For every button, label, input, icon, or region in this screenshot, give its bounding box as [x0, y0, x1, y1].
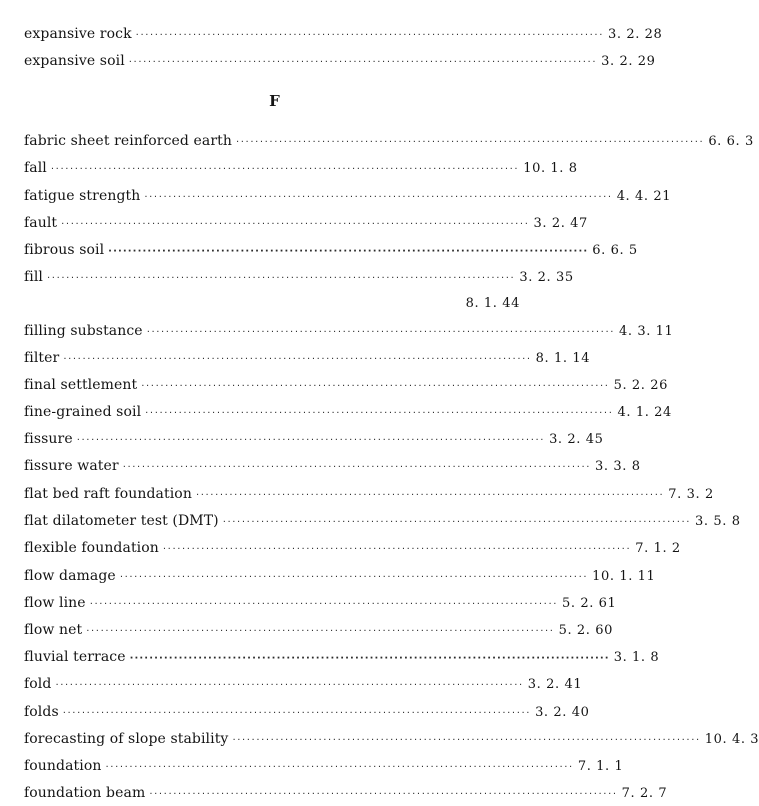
entry-reference: 10. 1. 8	[523, 161, 578, 176]
entry-reference: 7. 2. 7	[621, 786, 668, 801]
dot-leader: ··································································································	[128, 57, 598, 68]
dot-leader: ··································································································	[89, 599, 559, 610]
entry-term: final settlement	[24, 377, 138, 393]
index-entry	[24, 239, 638, 261]
dot-leader: ··································································································	[235, 137, 705, 148]
entry-reference: 3. 2. 40	[535, 705, 590, 720]
entry-reference: 8. 1. 14	[535, 351, 591, 366]
dot-leader: ··································································································	[141, 381, 610, 392]
dot-leader: ··································································································	[86, 626, 555, 637]
entry-term: expansive rock	[24, 26, 132, 42]
entry-reference: 5. 2. 26	[613, 378, 668, 393]
index-entry	[24, 592, 617, 614]
entry-term: forecasting of slope stability	[24, 731, 229, 747]
entry-reference: 3. 2. 28	[608, 27, 663, 42]
index-entry	[24, 728, 759, 750]
entry-term: fabric sheet reinforced earth	[24, 133, 232, 149]
dot-leader: ··································································································	[55, 680, 524, 691]
dot-leader: ··································································································	[144, 192, 613, 203]
dot-leader: ··································································································	[129, 653, 610, 664]
entry-term: foundation beam	[24, 785, 146, 801]
entry-reference: 3. 5. 8	[695, 514, 741, 529]
entry-term: fold	[24, 676, 52, 692]
dot-leader: ··································································································	[195, 490, 665, 501]
entry-term: fine-grained soil	[24, 404, 142, 420]
entry-term: fissure	[24, 431, 73, 447]
entry-term: flow damage	[24, 568, 116, 584]
index-entry	[24, 50, 656, 72]
dot-leader: ··································································································	[146, 327, 616, 338]
dot-leader: ··································································································	[222, 517, 692, 528]
index-entry	[24, 428, 604, 450]
index-entry	[24, 374, 668, 396]
entry-reference: 5. 2. 60	[558, 623, 613, 638]
index-entry	[24, 755, 624, 777]
index-entry	[24, 537, 681, 559]
dot-leader: ··································································································	[122, 462, 592, 473]
entry-term: flat bed raft foundation	[24, 486, 192, 502]
dot-leader: ··································································································	[50, 164, 520, 175]
index-entry	[24, 782, 668, 804]
index-entry	[24, 266, 574, 288]
entry-reference: 3. 2. 45	[549, 432, 604, 447]
index-entry	[24, 510, 741, 532]
entry-term: flat dilatometer test (DMT)	[24, 513, 219, 529]
index-entry	[24, 701, 590, 723]
index-entry	[24, 619, 613, 641]
entry-term: expansive soil	[24, 53, 125, 69]
entry-reference: 5. 2. 61	[562, 596, 617, 611]
entry-reference: 3. 3. 8	[595, 459, 641, 474]
entry-reference: 6. 6. 3	[708, 134, 754, 149]
entry-reference: 8. 1. 44	[465, 296, 520, 311]
entry-term: fibrous soil	[24, 242, 105, 258]
index-entry	[24, 483, 714, 505]
index-entry	[24, 320, 674, 342]
index-entry	[24, 347, 591, 369]
entry-reference: 3. 2. 47	[533, 216, 588, 231]
index-entry	[24, 185, 672, 207]
entry-reference: 10. 4. 3	[704, 732, 759, 747]
entry-reference: 4. 3. 11	[619, 324, 674, 339]
section-letter-heading: F	[269, 92, 280, 110]
dot-leader: ··································································································	[61, 219, 530, 230]
dot-leader: ··································································································	[232, 735, 701, 746]
index-entry	[24, 401, 672, 423]
dot-leader: ··································································································	[63, 354, 532, 365]
entry-reference: 7. 1. 1	[577, 759, 624, 774]
entry-term: filter	[24, 350, 60, 366]
entry-reference: 4. 4. 21	[616, 189, 672, 204]
entry-term: fall	[24, 160, 47, 176]
dot-leader: ··································································································	[62, 708, 532, 719]
index-entry	[24, 646, 660, 668]
entry-term: foundation	[24, 758, 102, 774]
dot-leader: ··································································································	[145, 408, 614, 419]
entry-reference: 7. 3. 2	[668, 487, 714, 502]
index-entry	[24, 455, 641, 477]
entry-term: fatigue strength	[24, 188, 141, 204]
index-entry	[24, 23, 663, 45]
index-entry	[24, 212, 588, 234]
dot-leader: ··································································································	[47, 273, 516, 284]
index-entry	[24, 130, 754, 152]
dot-leader: ··································································································	[108, 246, 589, 257]
index-entry	[24, 673, 583, 695]
entry-term: fissure water	[24, 458, 119, 474]
entry-reference: 10. 1. 11	[592, 569, 656, 584]
entry-reference: 3. 1. 8	[613, 650, 660, 665]
entry-term: flow line	[24, 595, 86, 611]
entry-reference: 6. 6. 5	[592, 243, 638, 258]
index-entry	[24, 157, 578, 179]
entry-reference: 3. 2. 41	[527, 677, 583, 692]
dot-leader: ··································································································	[162, 544, 632, 555]
entry-term: folds	[24, 704, 59, 720]
entry-term: filling substance	[24, 323, 143, 339]
dot-leader: ··································································································	[105, 762, 574, 773]
entry-reference: 7. 1. 2	[635, 541, 681, 556]
entry-term: fluvial terrace	[24, 649, 126, 665]
entry-term: fill	[24, 269, 44, 285]
entry-reference: 3. 2. 29	[601, 54, 656, 69]
dot-leader: ··································································································	[119, 572, 589, 583]
index-entry	[24, 565, 656, 587]
entry-term: flexible foundation	[24, 540, 159, 556]
dot-leader: ··································································································	[149, 789, 618, 800]
dot-leader: ··································································································	[135, 30, 604, 41]
entry-term: fault	[24, 215, 58, 231]
entry-reference: 3. 2. 35	[519, 270, 574, 285]
entry-reference: 4. 1. 24	[617, 405, 672, 420]
entry-term: flow net	[24, 622, 83, 638]
dot-leader: ··································································································	[76, 435, 546, 446]
